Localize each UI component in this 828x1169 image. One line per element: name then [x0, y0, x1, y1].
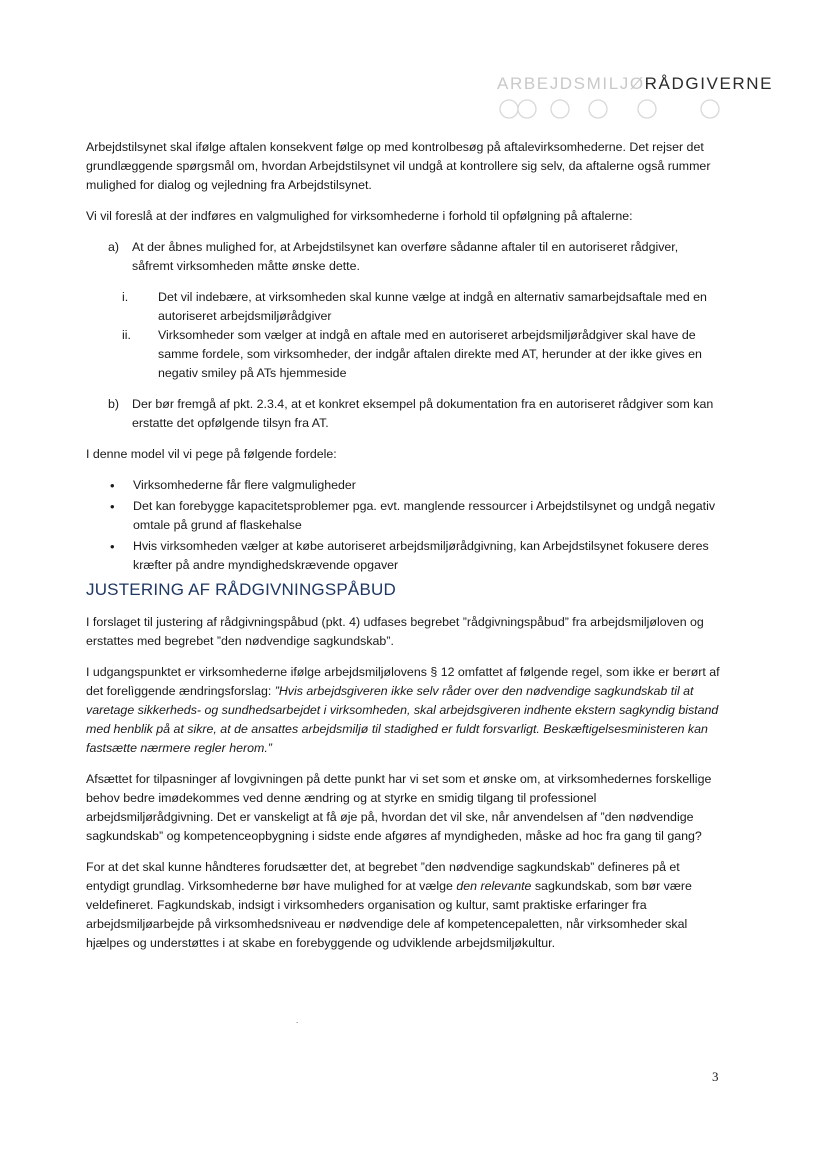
logo-text-dark: RÅDGIVERNE [644, 74, 774, 93]
list-item-text: At der åbnes mulighed for, at Arbejdstilsynet kan overføre sådanne aftaler til en autoriseret rådgiver, såfremt virksomheden måtte ønske dette. [132, 240, 679, 273]
section-heading: JUSTERING AF RÅDGIVNINGSPÅBUD [86, 580, 396, 599]
bullet-text: Det kan forebygge kapacitetsproblemer pga. evt. manglende ressourcer i Arbejdstilsynet og undgå negativ omtale på grund af flaskehalse [133, 499, 716, 532]
logo [497, 74, 774, 125]
bullet-item [86, 537, 722, 575]
roman-list [86, 288, 722, 383]
bullet-text: Hvis virksomheden vælger at købe autoriseret arbejdsmiljørådgivning, kan Arbejdstilsynet fokusere deres kræfter på andre myndighedskrævende opgaver [133, 539, 709, 572]
paragraph-law-quote [86, 663, 722, 758]
paragraph-section-intro: I forslaget til justering af rådgivningspåbud (pkt. 4) udfases begrebet ”rådgivningspåbud” fra arbejdsmiljøloven og erstattes med begrebet ”den nødvendige sagkundskab”. [86, 615, 704, 648]
list-marker: i. [122, 290, 129, 304]
paragraph-followup: Arbejdstilsynet skal ifølge aftalen konsekvent følge op med kontrolbesøg på aftalevirksomhederne. Det rejser det grundlæggende spørgsmål om, hvordan Arbejdstilsynet vil undgå at kontrollere sig selv, da aftalerne også rummer mulighed for dialog og vejledning fra Arbejdstilsynet. [86, 140, 711, 192]
document-body [86, 138, 722, 965]
list-item-a [86, 238, 722, 276]
definition-part-1: For at det skal kunne håndteres forudsætter det, at begrebet ”den nødvendige sagkundskab” defineres på et entydigt grundlag. Virksomhederne bør have mulighed for at vælge [86, 860, 680, 893]
list-item-text: Virksomheder som vælger at indgå en aftale med en autoriseret arbejdsmiljørådgiver skal have de samme fordele, som virksomheder, der indgår aftalen direkte med AT, herunder at der ikke gives en negativ smiley på ATs hjemmeside [158, 328, 702, 380]
stray-mark: . [296, 1016, 299, 1025]
bullet-item [86, 476, 722, 495]
list-marker: a) [108, 240, 120, 254]
logo-circles-icon [497, 98, 723, 120]
paragraph-model-intro: I denne model vil vi pege på følgende fordele: [86, 447, 337, 461]
list-item-text: Der bør fremgå af pkt. 2.3.4, at et konkret eksempel på dokumentation fra en autoriseret rådgiver som kan erstatte det opfølgende tilsyn fra AT. [132, 397, 714, 430]
logo-wordmark [497, 74, 774, 94]
page-number: 3 [712, 1069, 719, 1084]
bullet-icon: • [110, 478, 115, 493]
bullet-icon: • [110, 539, 115, 554]
bullet-text: Virksomhederne får flere valgmuligheder [133, 478, 356, 492]
list-item-b [86, 395, 722, 433]
definition-italic: den relevante [456, 879, 532, 893]
law-quote-lead: I udgangspunktet er virksomhederne ifølge arbejdsmiljølovens § 12 omfattet af følgende regel, som ikke er berørt af det forelìggende ændringsforslag: [86, 665, 720, 698]
bullet-list [86, 476, 722, 575]
paragraph-proposal: Vi vil foreslå at der indføres en valgmulighed for virksomhederne i forhold til opfølgning på aftalerne: [86, 209, 633, 223]
list-marker: b) [108, 397, 120, 411]
law-quote-italic: ”Hvis arbejdsgiveren ikke selv råder over den nødvendige sagkundskab til at varetage sikkerheds- og sundhedsarbejdet i virksomheden, skal arbejdsgiveren indhente ekstern sagkyndig bistand med henblik på at sikre, at de ansattes arbejdsmiljø til stadighed er fuldt forsvarligt. Beskæftigelsesministeren kan fastsætte nærmere regler herom.” [86, 684, 719, 755]
list-item-i [86, 288, 722, 326]
list-item-text: Det vil indebære, at virksomheden skal kunne vælge at indgå en alternativ samarbejdsaftale med en autoriseret arbejdsmiljørådgiver [158, 290, 707, 323]
paragraph-definition [86, 858, 722, 953]
lettered-list [86, 238, 722, 433]
paragraph-adjustment: Afsættet for tilpasninger af lovgivningen på dette punkt har vi set som et ønske om, at virksomhedernes forskellige behov bedre imødekommes ved denne ændring og at styrke en smidig tilgang til professionel arbejdsmiljørådgivning. Det er vanskeligt at få øje på, hvordan det vil ske, når anvendelsen af ”den nødvendige sagkundskab” og kompetenceopbygning i sidste ende afgøres af myndigheden, måske ad hoc fra gang til gang? [86, 772, 712, 843]
list-item-ii [86, 326, 722, 383]
bullet-icon: • [110, 499, 115, 514]
logo-text-light: ARBEJDSMILJØ [497, 74, 645, 93]
bullet-item [86, 497, 722, 535]
definition-part-2: sagkundskab, som bør være veldefineret. Fagkundskab, indsigt i virksomheders organisation og kultur, samt praktiske erfaringer fra arbejdsmiljøarbejde på virksomhedsniveau er nødvendige dele af kompetencepaletten, når virksomheder skal hjælpes og understøttes i at skabe en forebyggende og udviklende arbejdsmiljøkultur. [86, 879, 692, 950]
list-marker: ii. [122, 328, 131, 342]
